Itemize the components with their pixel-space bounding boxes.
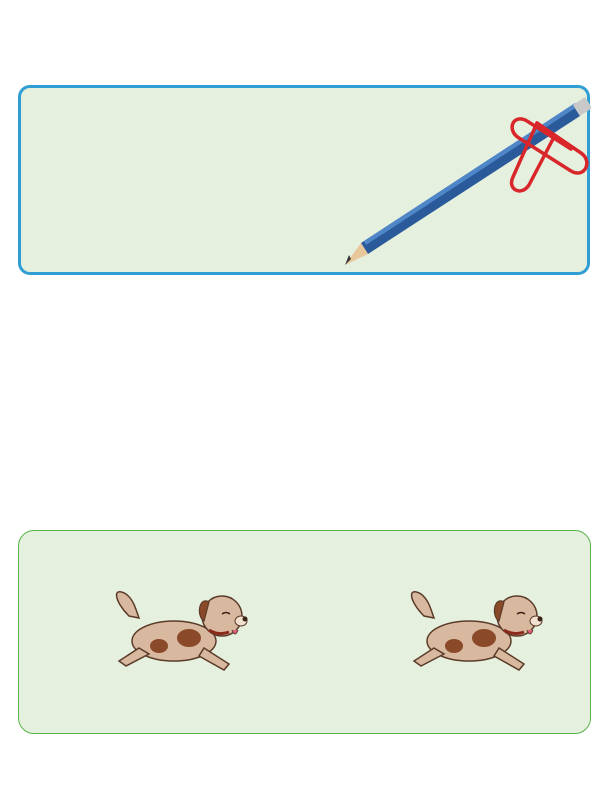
learn-bright-logo — [250, 740, 360, 790]
units-box — [18, 530, 591, 734]
compare-text — [385, 304, 605, 330]
overlap-bones — [354, 689, 584, 709]
dog-gaps — [117, 592, 248, 670]
dog-icon — [104, 586, 254, 681]
dog-overlaps — [412, 592, 543, 670]
intro-text — [37, 96, 352, 107]
intro-box — [18, 85, 590, 275]
paperclip-icon — [512, 119, 587, 191]
pencil-icon — [345, 97, 591, 265]
pencil-and-paperclip-illustration — [341, 93, 591, 268]
compare-paragraph-4 — [385, 314, 605, 330]
elephant-trunk-ruler-figure — [30, 292, 368, 520]
gap-bones — [37, 689, 272, 709]
dog-icon — [399, 586, 549, 681]
